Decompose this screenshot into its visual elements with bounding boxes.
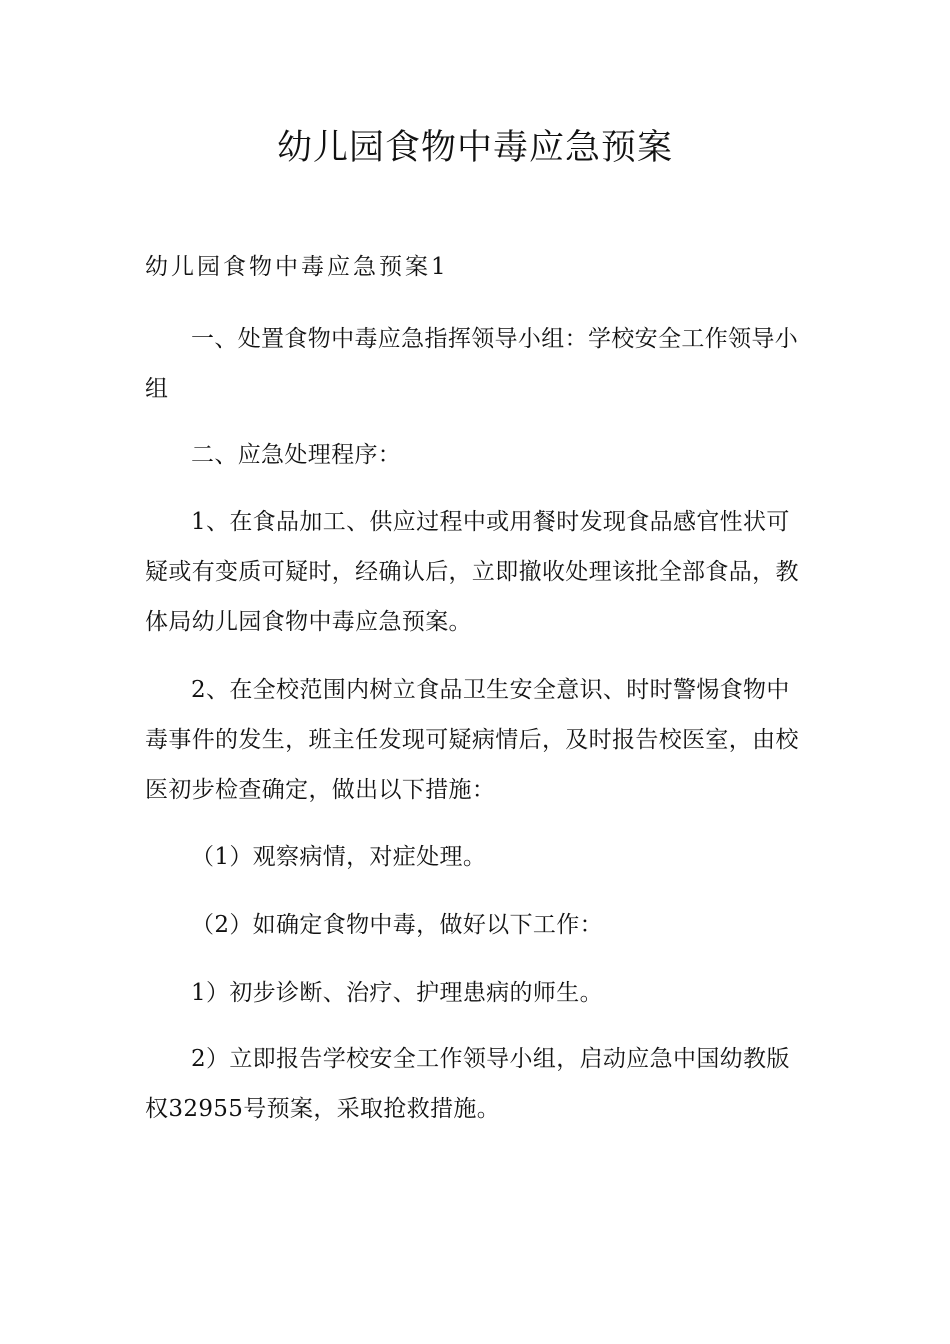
paragraph-step-1: 1、在食品加工、供应过程中或用餐时发现食品感官性状可疑或有变质可疑时，经确认后，立即撤收处理该批全部食品，教体局幼儿园食物中毒应急预案。 (145, 509, 799, 635)
paragraph-diagnosis-treatment: 1）初步诊断、治疗、护理患病的师生。 (191, 980, 603, 1006)
paragraph-report-rescue: 2）立即报告学校安全工作领导小组，启动应急中国幼教版权32955号预案，采取抢救措施。 (145, 1046, 790, 1122)
paragraph-leadership-group: 一、处置食物中毒应急指挥领导小组：学校安全工作领导小组 (145, 326, 799, 402)
section-heading: 幼儿园食物中毒应急预案1 (145, 254, 449, 280)
document-title: 幼儿园食物中毒应急预案 (276, 128, 673, 168)
paragraph-emergency-procedure: 二、应急处理程序： (191, 442, 402, 468)
paragraph-confirm-poisoning: （2）如确定食物中毒，做好以下工作： (191, 912, 603, 938)
paragraph-observe-illness: （1）观察病情，对症处理。 (191, 844, 487, 870)
paragraph-step-2: 2、在全校范围内树立食品卫生安全意识、时时警惕食物中毒事件的发生，班主任发现可疑病情后，及时报告校医室，由校医初步检查确定，做出以下措施： (145, 677, 799, 803)
